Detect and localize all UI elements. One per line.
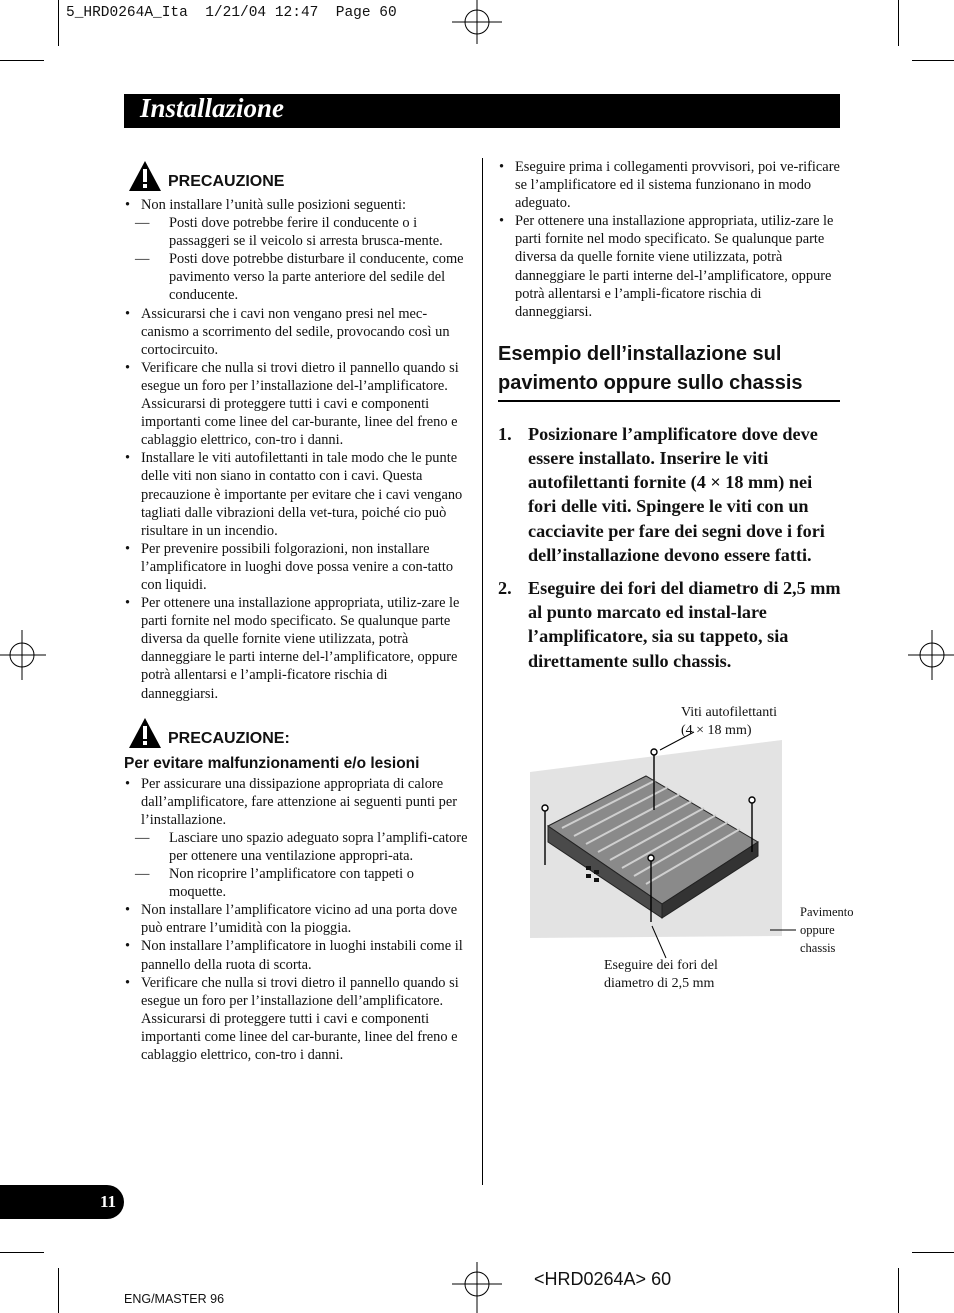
page-title: Installazione bbox=[140, 93, 285, 123]
label-screws: Viti autofilettanti (4 × 18 mm) bbox=[681, 705, 777, 738]
sub-list bbox=[124, 829, 468, 901]
crop-mark bbox=[898, 1268, 899, 1313]
crop-mark bbox=[898, 0, 899, 46]
print-slug: 5_HRD0264A_Ita 1/21/04 12:47 Page 60 bbox=[66, 5, 397, 21]
list-item: • Per ottenere una installazione appropriata, utiliz-zare le parti fornite nel modo specificato. Se qualunque parte diversa da quelle fornite viene utilizzata, potrà danneggiare le parti interne del-l’amplificatore, oppure potrà allentarsi e l’ampli-ficatore rischia di danneggiarsi. bbox=[124, 594, 468, 703]
caution-title: PRECAUZIONE bbox=[168, 173, 285, 190]
list-item: • Non installare l’amplificatore in luoghi instabili come il pannello della ruota di scorta. bbox=[124, 937, 468, 973]
list-item: • Verificare che nulla si trovi dietro il pannello quando si esegue un foro per l’installazione dell’amplificatore. Assicurarsi di proteggere tutti i cavi e componenti importanti come linee del car-burante, linee del freno e cablaggio elettrico, con-tro i danni. bbox=[124, 974, 468, 1064]
label-holes: Eseguire dei fori del diametro di 2,5 mm bbox=[604, 958, 718, 991]
list-item: • Per prevenire possibili folgorazioni, non installare l’amplificatore in luoghi dove possa venire a con-tatto con liquidi. bbox=[124, 540, 468, 594]
list-item: • Per assicurare una dissipazione appropriata di calore dall’amplificatore, fare attenzione ai seguenti punti per l’installazione. — Lasciare uno spazio adeguato sopra l’amplifi-catore per ottenere una ventilazione appropri-ata. — Non ricoprire l’amplificatore con tappeti o moquette. bbox=[124, 775, 468, 902]
page-number: 11 bbox=[99, 1192, 116, 1211]
step-text: Eseguire dei fori del diametro di 2,5 mm al punto marcato ed instal-lare l’amplificatore, sia su tappeto, sia direttamente sullo chassis. bbox=[528, 578, 841, 671]
list-item: • Non installare l’amplificatore vicino ad una porta dove può entrare l’umidità con la pioggia. bbox=[124, 901, 468, 937]
left-column bbox=[124, 160, 468, 1064]
registration-mark-icon bbox=[0, 630, 46, 680]
crop-mark bbox=[58, 0, 59, 46]
caution-title: PRECAUZIONE: bbox=[168, 729, 290, 747]
crop-mark bbox=[0, 1252, 44, 1253]
caution-subtitle: Per evitare malfunzionamenti e/o lesioni bbox=[124, 754, 420, 772]
warning-triangle-icon bbox=[128, 160, 162, 192]
sub-list-item: — Lasciare uno spazio adeguato sopra l’amplifi-catore per ottenere una ventilazione appropri-ata. bbox=[124, 829, 468, 865]
master-code: ENG/MASTER 96 bbox=[124, 1292, 225, 1306]
list-item: • Installare le viti autofilettanti in tale modo che le punte delle viti non siano in contatto con i cavi. Questa precauzione è importante per evitare che i cavi vengano tagliati dalle vibrazioni della vet-tura, poiché cio può risultare in un incendio. bbox=[124, 449, 468, 539]
installation-figure bbox=[526, 700, 886, 1000]
registration-mark-icon bbox=[908, 630, 954, 680]
registration-mark-icon bbox=[452, 0, 502, 44]
caution-heading bbox=[128, 717, 468, 749]
list-item: • Non installare l’unità sulle posizioni seguenti: — Posti dove potrebbe ferire il conducente o i passaggeri se il veicolo si arresta brusca-mente. — Posti dove potrebbe disturbare il conducente, come pavimento verso la parte anteriore del sedile del conducente. bbox=[124, 196, 468, 305]
section-title: Esempio dell’installazione sul pavimento oppure sullo chassis bbox=[498, 340, 840, 402]
caution-list bbox=[124, 196, 468, 703]
step-item bbox=[498, 422, 842, 567]
model-code: <HRD0264A> 60 bbox=[534, 1269, 672, 1289]
crop-mark bbox=[912, 1252, 954, 1253]
list-item: • Per ottenere una installazione appropriata, utiliz-zare le parti fornite nel modo specificato. Se qualunque parte diversa da quelle fornite viene utilizzata, potrà danneggiare le parti interne del-l’amplificatore, oppure potrà allentarsi e l’ampli-ficatore rischia di danneggiarsi. bbox=[498, 212, 842, 321]
list-item: • Assicurarsi che i cavi non vengano presi nel mec-canismo a scorrimento del sedile, provocando così un cortocircuito. bbox=[124, 305, 468, 359]
step-number: 2. bbox=[498, 578, 512, 599]
crop-mark bbox=[58, 1268, 59, 1313]
step-item bbox=[498, 576, 842, 673]
crop-mark bbox=[912, 60, 954, 61]
caution-list bbox=[124, 775, 468, 1065]
sub-list-item: — Posti dove potrebbe disturbare il conducente, come pavimento verso la parte anteriore del sedile del conducente. bbox=[124, 250, 468, 304]
notes-list bbox=[498, 158, 842, 321]
list-item: • Verificare che nulla si trovi dietro il pannello quando si esegue un foro per l’installazione del-l’amplificatore. Assicurarsi di proteggere tutti i cavi e componenti importanti come linee del car-burante, linee del freno e cablaggio elettrico, con-tro i danni. bbox=[124, 359, 468, 449]
caution-heading bbox=[128, 160, 468, 192]
crop-mark bbox=[0, 60, 44, 61]
warning-triangle-icon bbox=[128, 717, 162, 749]
sub-list bbox=[124, 214, 468, 304]
label-floor: Pavimento oppure chassis bbox=[800, 905, 854, 955]
step-number: 1. bbox=[498, 423, 512, 444]
section-header-bar bbox=[124, 94, 840, 128]
step-text: Posizionare l’amplificatore dove deve essere installato. Inserire le viti autofilettanti fornite (4 × 18 mm) nei fori delle viti. Spingere le viti con un cacciavite per fare dei segni dove i fori dell’installazione devono essere fatti. bbox=[528, 423, 825, 565]
sub-list-item: — Non ricoprire l’amplificatore con tappeti o moquette. bbox=[124, 865, 468, 901]
column-divider bbox=[482, 158, 483, 1185]
page-number-tab bbox=[0, 1185, 124, 1219]
registration-mark-icon bbox=[452, 1262, 502, 1313]
sub-list-item: — Posti dove potrebbe ferire il conducente o i passaggeri se il veicolo si arresta brusca-mente. bbox=[124, 214, 468, 250]
list-item: • Eseguire prima i collegamenti provvisori, poi ve-rificare se l’amplificatore ed il sistema funzionano in modo adeguato. bbox=[498, 158, 842, 212]
right-column bbox=[498, 158, 842, 682]
install-steps bbox=[498, 422, 842, 673]
